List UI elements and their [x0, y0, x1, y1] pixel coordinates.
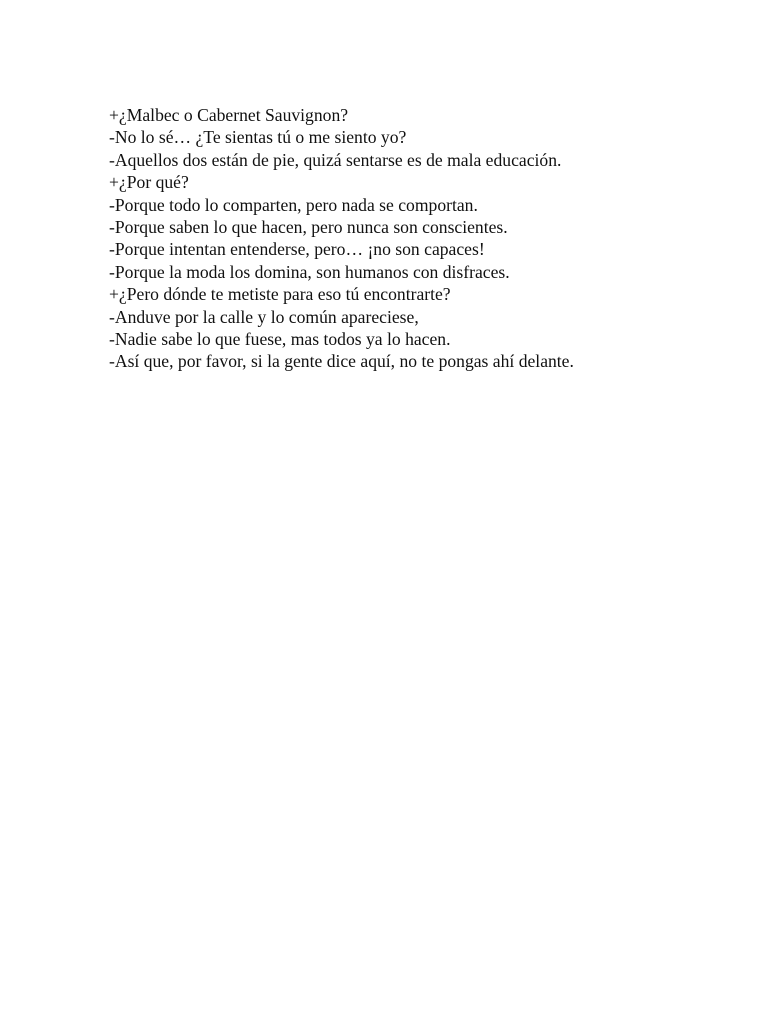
dialogue-line: -Anduve por la calle y lo común apareciese,: [109, 306, 419, 327]
dialogue-line: -Nadie sabe lo que fuese, mas todos ya lo hacen.: [109, 329, 451, 350]
dialogue-line: -Así que, por favor, si la gente dice aquí, no te pongas ahí delante.: [109, 351, 574, 372]
dialogue-line: +¿Pero dónde te metiste para eso tú encontrarte?: [109, 284, 451, 305]
dialogue-line: -Porque saben lo que hacen, pero nunca son conscientes.: [109, 217, 508, 238]
dialogue-line: +¿Por qué?: [109, 172, 189, 193]
dialogue-line: -Porque la moda los domina, son humanos con disfraces.: [109, 261, 510, 282]
dialogue-text-block: [109, 104, 729, 373]
dialogue-line: -Porque intentan entenderse, pero… ¡no son capaces!: [109, 239, 485, 260]
dialogue-line: -Aquellos dos están de pie, quizá sentarse es de mala educación.: [109, 149, 562, 170]
dialogue-line: -No lo sé… ¿Te sientas tú o me siento yo?: [109, 127, 407, 148]
dialogue-line: -Porque todo lo comparten, pero nada se comportan.: [109, 194, 478, 215]
dialogue-line: +¿Malbec o Cabernet Sauvignon?: [109, 105, 349, 125]
